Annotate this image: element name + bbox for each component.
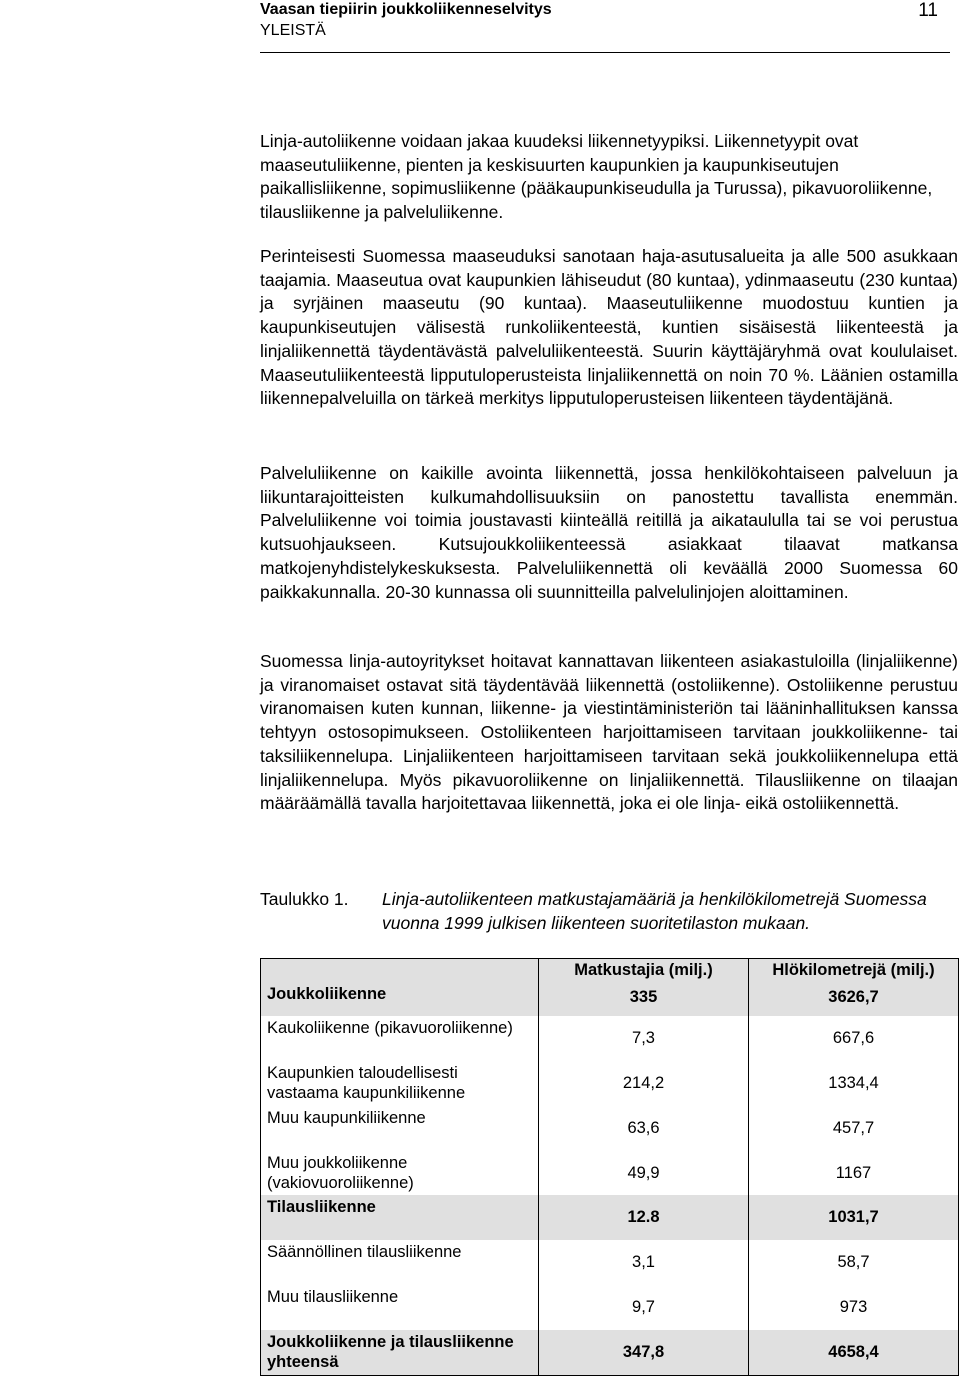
section-name: YLEISTÄ: [260, 22, 326, 39]
cell-value: 1167: [749, 1151, 959, 1196]
paragraph-rural-traffic: Perinteisesti Suomessa maaseuduksi sanotaan haja-asutusalueita ja alle 500 asukkaan taajamia. Maaseutua ovat kaupunkien lähiseudut (80 kuntaa), ydinmaaseutu (230 kuntaa) ja syrjäinen maaseutu (90 kuntaa). Maaseutuliikenne muodostuu kuntien ja kaupunkiseutujen välisestä runkoliikenteestä, kuntien sisäisestä liikenteestä ja linjaliikennettä täydentävästä palveluliikenteestä. Suurin käyttäjäryhmä ovat koululaiset. Maaseutuliikenteestä lipputuloperusteista linjaliikennettä on noin 70 %. Läänien ostamilla liikennepalveluilla on tärkeä merkitys lipputuloperusteisen liikenteen täydentäjänä.: [260, 246, 958, 409]
cell-value: 347,8: [539, 1330, 749, 1375]
page-number: 11: [918, 0, 938, 21]
document-title: Vaasan tiepiirin joukkoliikenneselvitys: [260, 1, 552, 18]
row-label: Joukkoliikenne ja tilausliikenne yhteensä: [261, 1330, 539, 1375]
cell-value: 214,2: [539, 1061, 749, 1106]
table-row: [261, 959, 959, 1016]
row-label: Kaukoliikenne (pikavuoroliikenne): [261, 1016, 539, 1061]
cell-value: 49,9: [539, 1151, 749, 1196]
table-row: [261, 1240, 959, 1285]
row-label: Muu joukkoliikenne (vakiovuoroliikenne): [261, 1151, 539, 1196]
row-label: Muu kaupunkiliikenne: [261, 1106, 539, 1151]
table-row: [261, 1151, 959, 1196]
paragraph-traffic-types: Linja-autoliikenne voidaan jakaa kuudeksi liikennetyypiksi. Liikennetyypit ovat maaseutuliikenne, pienten ja keskisuurten kaupunkien ja kaupunkiseutujen paikallisliikenne, sopimusliikenne (pääkaupunkiseudulla ja Turussa), pikavuoroliikenne, tilausliikenne ja palveluliikenne.: [260, 131, 933, 223]
row-label: Säännöllinen tilausliikenne: [261, 1240, 539, 1285]
paragraph-service-traffic: Palveluliikenne on kaikille avointa liikennettä, jossa henkilökohtaiseen palveluun ja liikuntarajoitteisten kulkumahdollisuuksiin on panostettu tavallista enemmän. Palveluliikenne voi toimia joustavasti kiinteällä reitillä ja aikataululla tai se voi perustua kutsuohjaukseen. Kutsujoukkoliikenteessä asiakkaat tilaavat matkansa matkojenyhdistelykeskuksesta. Palveluliikennettä oli keväällä 2000 Suomessa 60 paikkakunnalla. 20-30 kunnassa oli suunnitteilla palvelulinjojen aloittaminen.: [260, 463, 958, 602]
cell-value: 3626,7: [828, 988, 879, 1006]
row-label: Tilausliikenne: [261, 1195, 539, 1240]
cell-value: 12.8: [539, 1195, 749, 1240]
row-label: Muu tilausliikenne: [261, 1285, 539, 1330]
col-header-passengers: Matkustajia (milj.): [574, 961, 713, 979]
caption-text: Linja-autoliikenteen matkustajamääriä ja henkilökilometrejä Suomessa vuonna 1999 julkisen liikenteen suoritetilaston mukaan.: [382, 889, 927, 933]
cell-value: 7,3: [539, 1016, 749, 1061]
table-row: [261, 1106, 959, 1151]
cell-value: 1031,7: [749, 1195, 959, 1240]
caption-label: Taulukko 1.: [260, 889, 349, 909]
table-row: [261, 1330, 959, 1375]
table-row: [261, 1195, 959, 1240]
table-row: [261, 1285, 959, 1330]
statistics-table: [260, 958, 959, 1376]
cell-value: 58,7: [749, 1240, 959, 1285]
row-label: Kaupunkien taloudellisesti vastaama kaupunkiliikenne: [261, 1061, 539, 1106]
cell-value: 63,6: [539, 1106, 749, 1151]
cell-value: 335: [629, 988, 658, 1006]
table-row: [261, 1061, 959, 1106]
paragraph-bus-companies: Suomessa linja-autoyritykset hoitavat kannattavan liikenteen asiakastuloilla (linjaliikenne) ja viranomaiset ostavat sitä täydentävää liikennettä (ostoliikenne). Ostoliikenne perustuu viranomaisen kuten kunnan, liikenne- ja viestintäministeriön tai lääninhallituksen kanssa tehtyyn ostosopimukseen. Ostoliikenteen harjoittamiseen tarvitaan joukkoliikenne- tai taksiliikennelupa. Linjaliikenteen harjoittamiseen tarvitaan sekä joukkoliikennelupa että linjaliikennelupa. Myös pikavuoroliikenne on linjaliikennettä. Tilausliikenne on tilaajan määräämällä tavalla harjoitettavaa liikennettä, joka ei ole linja- eikä ostoliikennettä.: [260, 651, 958, 814]
cell-value: 457,7: [749, 1106, 959, 1151]
row-label: Joukkoliikenne: [261, 959, 539, 1016]
cell-value: 9,7: [539, 1285, 749, 1330]
cell-value: 3,1: [539, 1240, 749, 1285]
cell-value: 973: [749, 1285, 959, 1330]
table-row: [261, 1016, 959, 1061]
cell-value: 667,6: [749, 1016, 959, 1061]
cell-value: 1334,4: [749, 1061, 959, 1106]
page-header: [260, 0, 950, 53]
cell-value: 4658,4: [749, 1330, 959, 1375]
col-header-person-km: Hlökilometrejä (milj.): [772, 961, 935, 979]
